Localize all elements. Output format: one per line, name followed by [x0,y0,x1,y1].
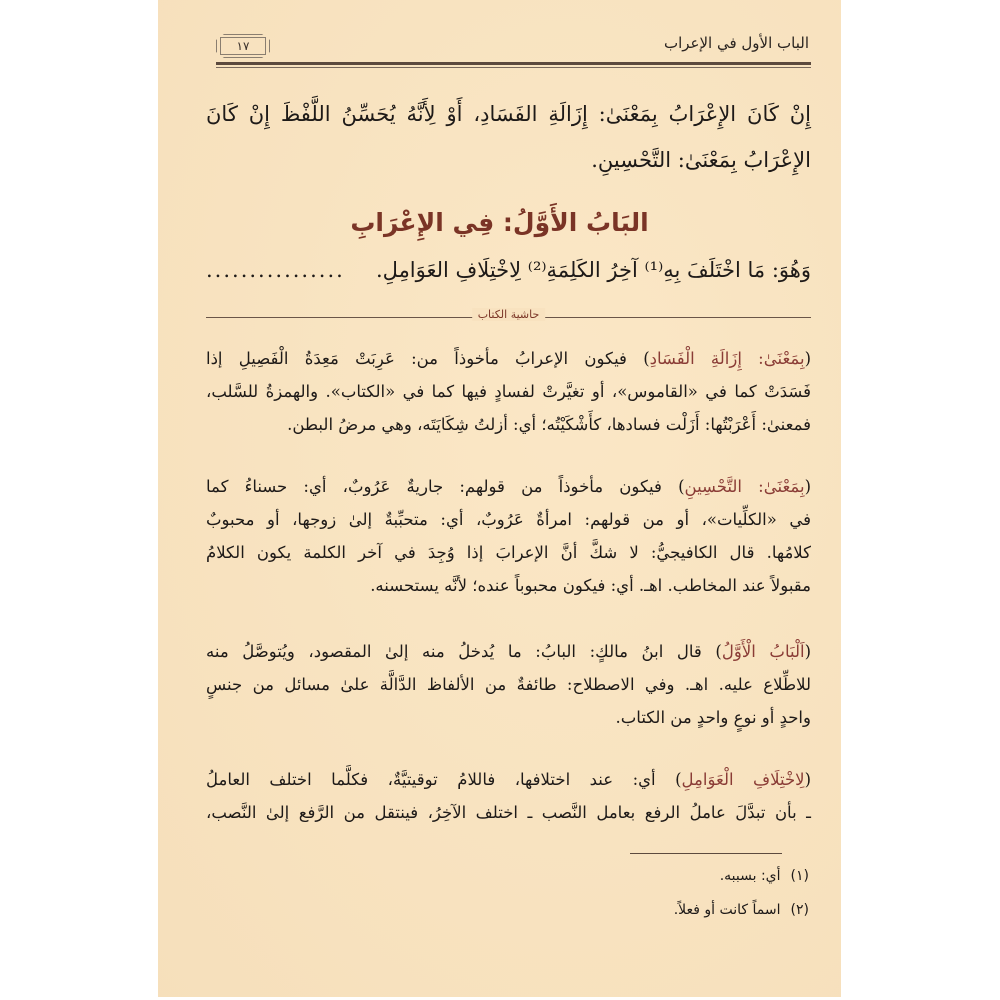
lemma: لِاخْتِلَافِ الْعَوَامِلِ [681,770,805,789]
commentary-line: أي: عند اختلافها، فاللامُ توقيتيَّةٌ، فكلَّما اختلف العاملُ [206,770,656,789]
footnote-number: (١) [790,868,809,884]
lemma: بِمَعْنَىٰ: التَّحْسِينِ [684,477,805,496]
definition-line [206,258,811,282]
commentary-line: فيكون مأخوذاً من قولهم: جاريةٌ عَرُوبٌ، أي: حسناءُ كما [206,477,662,496]
commentary-divider [206,308,811,322]
page-number: ١٧ [220,37,266,55]
commentary-line: مقبولاً عند المخاطب. اهـ. أي: فيكون محبوباً عنده؛ لأنَّه يستحسنه. [370,576,811,595]
commentary-line: في «الكلِّيات»، أو من قولهم: امرأةٌ عَرُوبٌ، أي: متحبِّبةٌ إلىٰ زوجها، أو محبوبٌ [206,510,811,529]
footnote-2 [674,902,809,918]
lemma: اَلْبَابُ الْأَوَّلُ [721,642,805,661]
footnote-text: أي: بسببه. [719,868,781,884]
commentary-line: ـ بأن تبدَّلَ عاملُ الرفع بعامل النَّصب ـ اختلف الآخِرُ، فينتقل من الرَّفع إلىٰ النَّصب، [206,803,811,822]
commentary-entry: (بِمَعْنَىٰ: إِزَالَةِ الْفَسَادِ) فيكون الإعرابُ مأخوذاً من: عَرِبَتْ مَعِدَةُ الْفَصِيلِ إذا فَسَدَتْ كما في «القاموس»، أو تغيَّرتْ لفسادٍ فيها كما في «الكتاب». والهمزةُ للسَّلب، فمعنىٰ: أَعْرَبْتُها: أَزَلْت فسادها، كأَشْكَيْتُه؛ أي: أزلتُ شِكَايَتَه، وهي مرضُ البطن. [206,342,811,441]
commentary-line: قال ابنُ مالكٍ: البابُ: ما يُدخلُ منه إلىٰ المقصود، ويُتوصَّلُ منه [206,642,702,661]
divider-label: حاشية الكتاب [472,308,546,321]
commentary-line: فيكون الإعرابُ مأخوذاً من: عَرِبَتْ مَعِدَةُ الْفَصِيلِ إذا [206,349,627,368]
chapter-title: البَابُ الأَوَّلُ: فِي الإِعْرَابِ [350,208,649,237]
commentary-line: واحدٍ أو نوعٍ واحدٍ من الكتاب. [615,708,811,727]
running-head: الباب الأول في الإعراب [663,34,809,52]
dotted-leader: ................ [206,258,345,282]
footnote-text: اسماً كانت أو فعلاً. [673,902,781,918]
definition-text: وَهُوَ: مَا اخْتَلَفَ بِهِ⁽¹⁾ آخِرُ الكَلِمَةِ⁽²⁾ لِاخْتِلَافِ العَوَامِلِ. [375,258,811,282]
footnote-rule [630,853,782,854]
commentary-entry: (بِمَعْنَىٰ: التَّحْسِينِ) فيكون مأخوذاً من قولهم: جاريةٌ عَرُوبٌ، أي: حسناءُ كما في «الكلِّيات»، أو من قولهم: امرأةٌ عَرُوبٌ، أي: متحبِّبةٌ إلىٰ زوجها، أو محبوبٌ كلامُها. قال الكافيجيُّ: لا شكَّ أنَّ الإعرابَ إذا وُجِدَ في آخر الكلمة يكون الكلامُ مقبولاً عند المخاطب. اهـ. أي: فيكون محبوباً عنده؛ لأنَّه يستحسنه. [206,470,811,602]
lemma: بِمَعْنَىٰ: إِزَالَةِ الْفَسَادِ [649,349,805,368]
commentary-entry: (اَلْبَابُ الْأَوَّلُ) قال ابنُ مالكٍ: البابُ: ما يُدخلُ منه إلىٰ المقصود، ويُتوصَّلُ منه للاطِّلاع عليه. اهـ. وفي الاصطلاح: طائفةٌ من الألفاظ الدَّالَّة علىٰ مسائل من جنسٍ واحدٍ أو نوعٍ واحدٍ من الكتاب. [206,635,811,734]
commentary-line: فمعنىٰ: أَعْرَبْتُها: أَزَلْت فسادها، كأَشْكَيْتُه؛ أي: أزلتُ شِكَايَتَه، وهي مرضُ البطن. [287,415,811,434]
commentary-line: فَسَدَتْ كما في «القاموس»، أو تغيَّرتْ لفسادٍ فيها كما في «الكتاب». والهمزةُ للسَّلب، [206,382,811,401]
book-page [158,0,841,997]
header-rule [216,62,811,65]
footnote-1 [720,868,809,884]
main-text-line-2: الإِعْرَابُ بِمَعْنَىٰ: التَّحْسِينِ. [591,148,811,172]
commentary-line: كلامُها. قال الكافيجيُّ: لا شكَّ أنَّ الإعرابَ إذا وُجِدَ في آخر الكلمة يكون الكلامُ [206,543,811,562]
main-text-line-1: إِنْ كَانَ الإِعْرَابُ بِمَعْنَىٰ: إِزَالَةِ الفَسَادِ، أَوْ لِأَنَّهُ يُحَسِّنُ اللَّفْظَ إِنْ كَانَ [206,102,811,126]
commentary-entry: (لِاخْتِلَافِ الْعَوَامِلِ) أي: عند اختلافها، فاللامُ توقيتيَّةٌ، فكلَّما اختلف العاملُ ـ بأن تبدَّلَ عاملُ الرفع بعامل النَّصب ـ اختلف الآخِرُ، فينتقل من الرَّفع إلىٰ النَّصب، [206,763,811,829]
header-rule-thin [216,67,811,68]
footnote-number: (٢) [790,902,809,918]
commentary-line: للاطِّلاع عليه. اهـ. وفي الاصطلاح: طائفةٌ من الألفاظ الدَّالَّة علىٰ مسائل من جنسٍ [206,675,811,694]
